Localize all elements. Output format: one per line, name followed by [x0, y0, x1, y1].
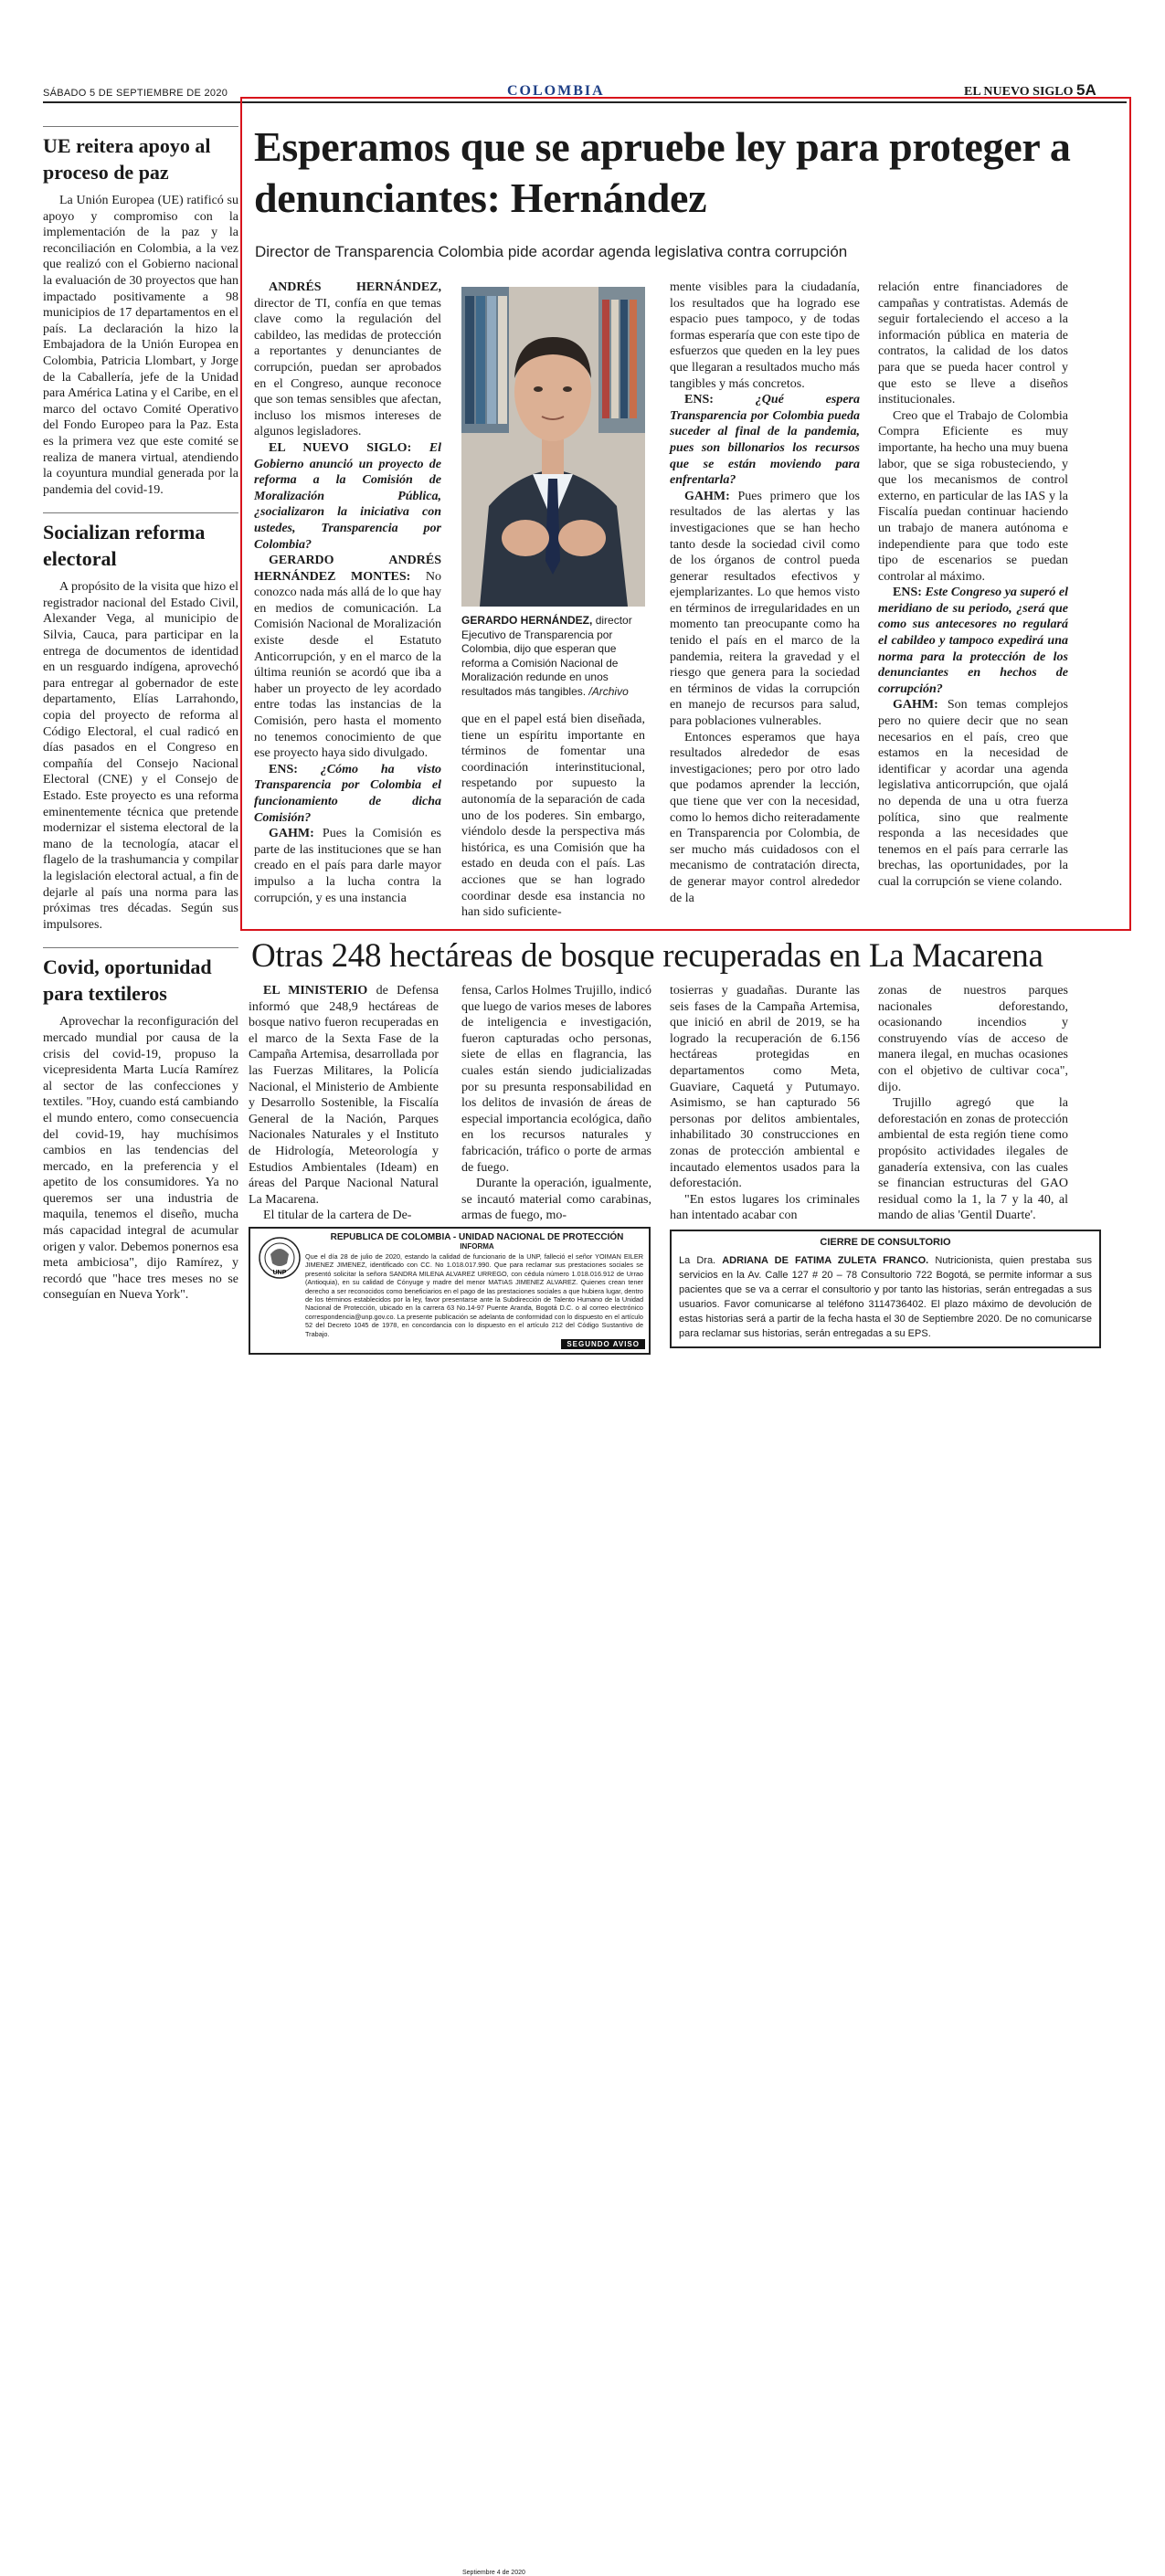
issue-date: SÁBADO 5 DE SEPTIEMBRE DE 2020	[43, 88, 228, 99]
story2-column-1: EL MINISTERIO de Defensa informó que 248,9 hectáreas de bosque nativo fueron recuperadas en el marco de la Sexta Fase de la Campaña Artemisa, desarrollada por las Fuerzas Militares, la Policía Nacional, el Ministerio de Ambiente y Desarrollo Sostenible, la Fiscalía General de la Nación, Parques Nacionales Naturales y el Instituto de Hidrología, Meteorología y Estudios Ambientales (Ideam) en áreas del Parque Nacional Natural La Macarena. El titular de la cartera de De-	[249, 984, 439, 1223]
question-3: ¿Qué espera Transparencia por Colombia pueda suceder al final de la pandemia, pues son billonarios los recursos que se están moviendo para enfrentarla?	[670, 393, 860, 488]
main-deck: Director de Transparencia Colombia pide acordar agenda legislativa contra corrupción	[255, 243, 848, 260]
unp-notice: UNP REPUBLICA DE COLOMBIA - UNIDAD NACIONAL DE PROTECCIÓN INFORMA Que el día 28 de julio de 2020, estando la calidad de funcionario de la UNP, falleció el señor YOIMAN EILER JIMENEZ JIMENEZ, identificado con CC. No 1.018.017.990. Que para reclamar sus prestaciones sociales se presentó solicitar la señora SANDRA MILENA ALVAREZ URREGO, con cédula número 1.018.016.912 de Urrao (Antioquia), en su calidad de Cónyuge y madre del menor MATIAS JIMENEZ ALVAREZ. Quienes crean tener derecho a ser reconocidos como beneficiarios en el pago de las prestaciones sociales a que hubiera lugar, dentro de los términos establecidos por la ley, favor presentarse ante la Subdirección de Talento Humano de la Unidad Nacional de Protección, ubicado en la carrera 63 No.14-97 Puente Aranda, Bogotá D.C. o al correo electrónico correspondencia@unp.gov.co. La presente publicación se adelanta de conformidad con lo dispuesto en el artículo 52 del Decreto 1045 de 1978, en concordancia con lo dispuesto en el artículo 212 del Código Sustantivo de Trabajo. Septiembre 4 de 2020 SEGUNDO AVISO	[249, 1227, 651, 1355]
main-column-2: que en el papel está bien diseñada, tiene un espíritu importante en términos de fomentar una coordinación interinstitucional, respetando por supuesto la autonomía de la separación de cada uno de los poderes. Sin embargo, viéndolo desde la perspectiva más histórica, es una Comisión que ha estado en deuda con el país. Las acciones que se han logrado coordinar desde esa instancia no han sido suficiente-	[461, 713, 645, 920]
story2-headline: Otras 248 hectáreas de bosque recuperadas en La Macarena	[251, 937, 1043, 975]
photo-credit: /Archivo	[588, 684, 629, 698]
answer-1: No conozco nada más allá de lo que hay en medios de comunicación. La Comisión Nacional de Moralización existe desde el Estatuto Anticorrupción, y en el marco de la última reunión se acordó que iba a haber un proyecto de ley acordado entre todas las instancias de la Comisión, pero hasta el momento no tenemos conocimiento de que ese proyecto haya sido divulgado.	[254, 569, 442, 761]
answer-4: Son temas complejos pero no quiere decir que no sean necesarios en el país, creo que estamos en la necesidad de identificar y acordar una agenda legislativa anticorrupción, que ojalá no dependa de una u otra fuerza política, sino que realmente responda a las necesidades que tenemos en el país para cerrarle las brechas, las oportunidades, por la cual la corrupción se viene colando.	[878, 698, 1068, 889]
lead-name: ANDRÉS HERNÁNDEZ,	[269, 280, 441, 294]
unp-subtitle: INFORMA	[460, 1242, 494, 1251]
photo-caption: GERARDO HERNÁNDEZ, director Ejecutivo de Transparencia por Colombia, dijo que esperan que reforma a Comisión Nacional de Moralización redunde en unos resultados más tangibles. /Archivo	[461, 614, 632, 698]
answer-2: Pues la Comisión es parte de las instituciones que se han creado en el país para darle mayor impulso a la lucha contra la corrupción, y es una instancia	[254, 827, 441, 905]
main-headline: Esperamos que se apruebe ley para proteger a denunciantes: Hernández	[254, 123, 1071, 221]
sidebar-story2-title: Socializan reforma electoral	[43, 512, 238, 572]
question-2: ¿Cómo ha visto Transparencia por Colombia el funcionamiento de dicha Comisión?	[254, 762, 441, 825]
sidebar-story3-body: Aprovechar la reconfiguración del mercado mundial por causa de la crisis del covid-19, propuso la vicepresidenta Marta Lucía Ramírez al sector de las confecciones y textiles. "Hoy, cuando está cambiando el mundo entero, como consecuencia del covid-19, hay muchísimos cambios en las tendencias del mercado, en la preferencia y el apetito de los consumidores. Ya no queremos ser una industria de maquila, tenemos el diseño, mucha más capacidad integral de acumular origen y valor. Debemos ponernos esa meta ambiciosa", dijo Ramírez, y recordó que "hace tres meses no se conseguían en Nueva York".	[43, 1015, 238, 1303]
main-column-3: mente visibles para la ciudadanía, los resultados que ha logrado ese espacio pues tampoco, y de todas formas esperaría que con este tipo de esfuerzos que queden en la ley pues que llegaran a resultados mucho más tangibles y más concretos. ENS: ¿Qué espera Transparencia por Colombia pueda suceder al final de la pandemia, pues son billonarios los recursos que se están moviendo para enfrentarla? GAHM: Pues primero que los resultados de las alertas y las investigaciones que se han hecho tanto desde la sociedad civil como de los órganos de control pueda generar resultados efectivos y ejemplarizantes. Lo que hemos visto en términos de irregularidades en un momento tan preocupante como ha tenido el país en el marco de la pandemia, reitera la gravedad y el riesgo que genera para la sociedad en términos de vidas la corrupción en manejo de recursos para salud, para poblaciones vulnerables. Entonces esperamos que haya resultados alrededor de esas investigaciones; pero por otro lado que podamos aprender la lección, que tiene que ver con la necesidad, como lo hemos dicho reiteradamente en Transparencia por Colombia, de ser mucho más cuidadosos con el mecanismo de contratación directa, de generar mayor control alrededor de la	[670, 280, 860, 905]
unp-notice-label: SEGUNDO AVISO	[561, 1339, 645, 1349]
question-1: El Gobierno anunció un proyecto de reforma a la Comisión de Moralización Pública, ¿socializaron la iniciativa con ustedes, Transparencia por Colombia?	[254, 440, 442, 552]
sidebar-story1-title: UE reitera apoyo al proceso de paz	[43, 126, 238, 185]
sidebar-story2-body: A propósito de la visita que hizo el registrador nacional del Estado Civil, Alexander Vega, al municipio de Silvia, Cauca, para participar en la entrega de documentos de identidad en un resguardo indígena, aprovechó para entregar al gobernador de este departamento, Elías Larrahondo, copia del proyecto de reforma al Código Electoral, el cual radicó en días pasados en el Congreso en compañía del Consejo Nacional Electoral (CNE) y el Consejo de Estado. Este proyecto es una reforma eminentemente técnica que pretende modernizar el sistema electoral de la mano de la tecnología, atacar el flagelo de la trashumancia y compilar la legislación electoral actual, a fin de dejarle al país una norma para las próximas tres décadas. Según sus impulsores.	[43, 580, 238, 932]
main-column-4: relación entre financiadores de campañas y contratistas. Además de seguir fortaleciendo el acceso a la información pública en materia de contratos, la calidad de los datos para que se pueda hacer control y que esto se lleve a diseños institucionales. Creo que el Trabajo de Colombia Compra Eficiente es muy importante, ha hecho una muy buena labor, que se siga robusteciendo, y que los mecanismos de control externo, en particular de las IAS y la Fiscalía puedan continuar haciendo un trabajo de manera autónoma e independiente para que todo este tipo de escenarios se puedan controlar al máximo. ENS: Este Congreso ya superó el meridiano de su periodo, ¿será que como sus antecesores no regulará el cabildeo y tampoco expedirá una norma para la protección de los denunciantes en hechos de corrupción? GAHM: Son temas complejos pero no quiere decir que no sean necesarios en el país, creo que estamos en la necesidad de identificar y acordar una agenda legislativa anticorrupción, que ojalá no dependa de una u otra fuerza política, sino que realmente responda a las necesidades que tenemos en el país para cerrarle las brechas, las oportunidades, por la cual la corrupción se viene colando.	[878, 280, 1069, 889]
portrait-photo	[461, 287, 645, 607]
story2-column-4: zonas de nuestros parques nacionales deforestando, ocasionando incendios y construyendo vías de acceso de manera ilegal, en muchas ocasiones con el objetivo de cultivar coca", dijo. Trujillo agregó que la deforestación en zonas de protección ambiental de esta región tiene como propósito actividades ilegales de ganadería extensiva, con las cuales se financian estructuras del GAO residual como la 1, la 7 y la 40, al mando de alias 'Gentil Duarte'.	[878, 984, 1068, 1223]
consultorio-title: CIERRE DE CONSULTORIO	[820, 1237, 951, 1248]
consultorio-notice	[670, 1230, 1101, 1348]
unp-text: Que el día 28 de julio de 2020, estando la calidad de funcionario de la UNP, falleció el señor YOIMAN EILER JIMENEZ JIMENEZ, identificado con CC. No 1.018.017.990. Que para reclamar sus prestaciones sociales se presentó solicitar la señora SANDRA MILENA ALVAREZ URREGO, con cédula número 1.018.016.912 de Urrao (Antioquia), en su calidad de Cónyuge y madre del menor MATIAS JIMENEZ ALVAREZ. Quienes crean tener derecho a ser reconocidos como beneficiarios en el pago de las prestaciones sociales a que hubiera lugar, dentro de los términos establecidos por la ley, favor presentarse ante la Subdirección de Talento Humano de la Unidad Nacional de Protección, ubicado en la carrera 63 No.14-97 Puente Aranda, Bogotá D.C. o al correo electrónico correspondencia@unp.gov.co. La presente publicación se adelanta de conformidad con lo dispuesto en el artículo 52 del Decreto 1045 de 1978, en concordancia con lo dispuesto en el artículo 212 del Código Sustantivo de Trabajo.	[305, 1252, 643, 1338]
page-number: 5A	[1076, 81, 1096, 99]
sidebar-column	[43, 126, 238, 1304]
question-4: Este Congreso ya superó el meridiano de su periodo, ¿será que como sus antecesores no regulará el cabildeo y tampoco expedirá una norma para la protección de los denunciantes en hechos de corrupción?	[878, 586, 1069, 696]
svg-text:UNP: UNP	[272, 1270, 287, 1276]
paper-name: EL NUEVO SIGLO	[964, 85, 1074, 99]
sidebar-story1-body: La Unión Europea (UE) ratificó su apoyo y compromiso con la implementación de la paz y la reconciliación en Colombia, a la vez que realizó con el Gobierno nacional la evaluación de 30 proyectos que han impactado positivamente a 98 municipios de 17 departamentos en el país. La declaración la hizo la Embajadora de la Unión Europea en Colombia, Patricia Llombart, y Jorge de la Caballería, jefe de la Unidad para América Latina y el Caribe, en el marco del octavo Comité Operativo del Fondo Europeo para la Paz. Esta es la primera vez que este comité se realiza de manera virtual, atendiendo la coyuntura mundial generada por la pandemia del covid-19.	[43, 194, 238, 497]
story2-column-3: tosierras y guadañas. Durante las seis fases de la Campaña Artemisa, que inició en abril de 2019, se ha logrado la recuperación de 6.156 hectáreas protegidas en departamentos como Meta, Guaviare, Caquetá y Putumayo. Asimismo, se han capturado 56 personas por delitos ambientales, inhabilitado 30 construcciones en zonas de protección ambiental e incautado elementos usados para la deforestación. "En estos lugares los criminales han intentado acabar con	[670, 984, 860, 1223]
section-name: COLOMBIA	[507, 83, 605, 99]
sidebar-story3-title: Covid, oportunidad para textileros	[43, 947, 238, 1007]
unp-title: REPUBLICA DE COLOMBIA - UNIDAD NACIONAL DE PROTECCIÓN	[330, 1232, 624, 1242]
consultorio-text: La Dra. ADRIANA DE FATIMA ZULETA FRANCO. Nutricionista, quien prestaba sus servicios en la Av. Calle 127 # 20 – 78 Consultorio 722 Bogotá, se permite informar a sus pacientes que se va a cerrar el consultorio y por tanto las historias, serán entregadas a sus usuarios. Favor comunicarse al teléfono 3114736402. El plazo máximo de devolución de estas historias será a partir de la fecha hasta el 30 de Septiembre 2020. De no comunicarse para reclamar sus historias, serán entregadas a su EPS.	[679, 1255, 1093, 1339]
main-column-1: ANDRÉS HERNÁNDEZ, director de TI, confía en que temas clave como la regulación del cabildeo, las medidas de protección a reportantes y denunciantes de corrupción, puedan ser aprobados en el Congreso, aunque reconoce que son temas sensibles que afectan, incluso los mismos intereses de algunos legisladores. EL NUEVO SIGLO: El Gobierno anunció un proyecto de reforma a la Comisión de Moralización Pública, ¿socializaron la iniciativa con ustedes, Transparencia por Colombia? GERARDO ANDRÉS HERNÁNDEZ MONTES: No conozco nada más allá de lo que hay en medios de comunicación. La Comisión Nacional de Moralización existe desde el Estatuto Anticorrupción, y en el marco de la última reunión se acordó que iba a haber un proyecto de ley acordado entre todas las instancias de la Comisión, pero hasta el momento no tenemos conocimiento de que ese proyecto haya sido divulgado. ENS: ¿Cómo ha visto Transparencia por Colombia el funcionamiento de dicha Comisión? GAHM: Pues la Comisión es parte de las instituciones que se han creado en el país para darle mayor impulso a la lucha contra la corrupción, y es una instancia	[254, 280, 442, 905]
unp-seal-icon	[258, 1236, 302, 1280]
story2-column-2: fensa, Carlos Holmes Trujillo, indicó que luego de varios meses de labores de inteligencia e investigación, fueron capturadas ocho personas, siete de ellas en flagrancia, las cuales están siendo judicializadas por su presunta responsabilidad en los delitos de invasión de áreas de especial importancia ecológica, daño en los recursos naturales y fabricación, tráfico o porte de armas de fuego. Durante la operación, igualmente, se incautó material como carabinas, armas de fuego, mo-	[461, 984, 651, 1223]
answer-3: Pues primero que los resultados de las alertas y las investigaciones que se han hecho tanto desde la sociedad civil como de los órganos de control pueda generar resultados efectivos y ejemplarizantes. Lo que hemos visto en términos de irregularidades en un momento tan preocupante como ha tenido el país en el marco de la pandemia, reitera la gravedad y el riesgo que genera para la sociedad en términos de vidas la corrupción en manejo de recursos para salud, para poblaciones vulnerables.	[670, 489, 860, 729]
portrait-illustration	[461, 287, 645, 607]
